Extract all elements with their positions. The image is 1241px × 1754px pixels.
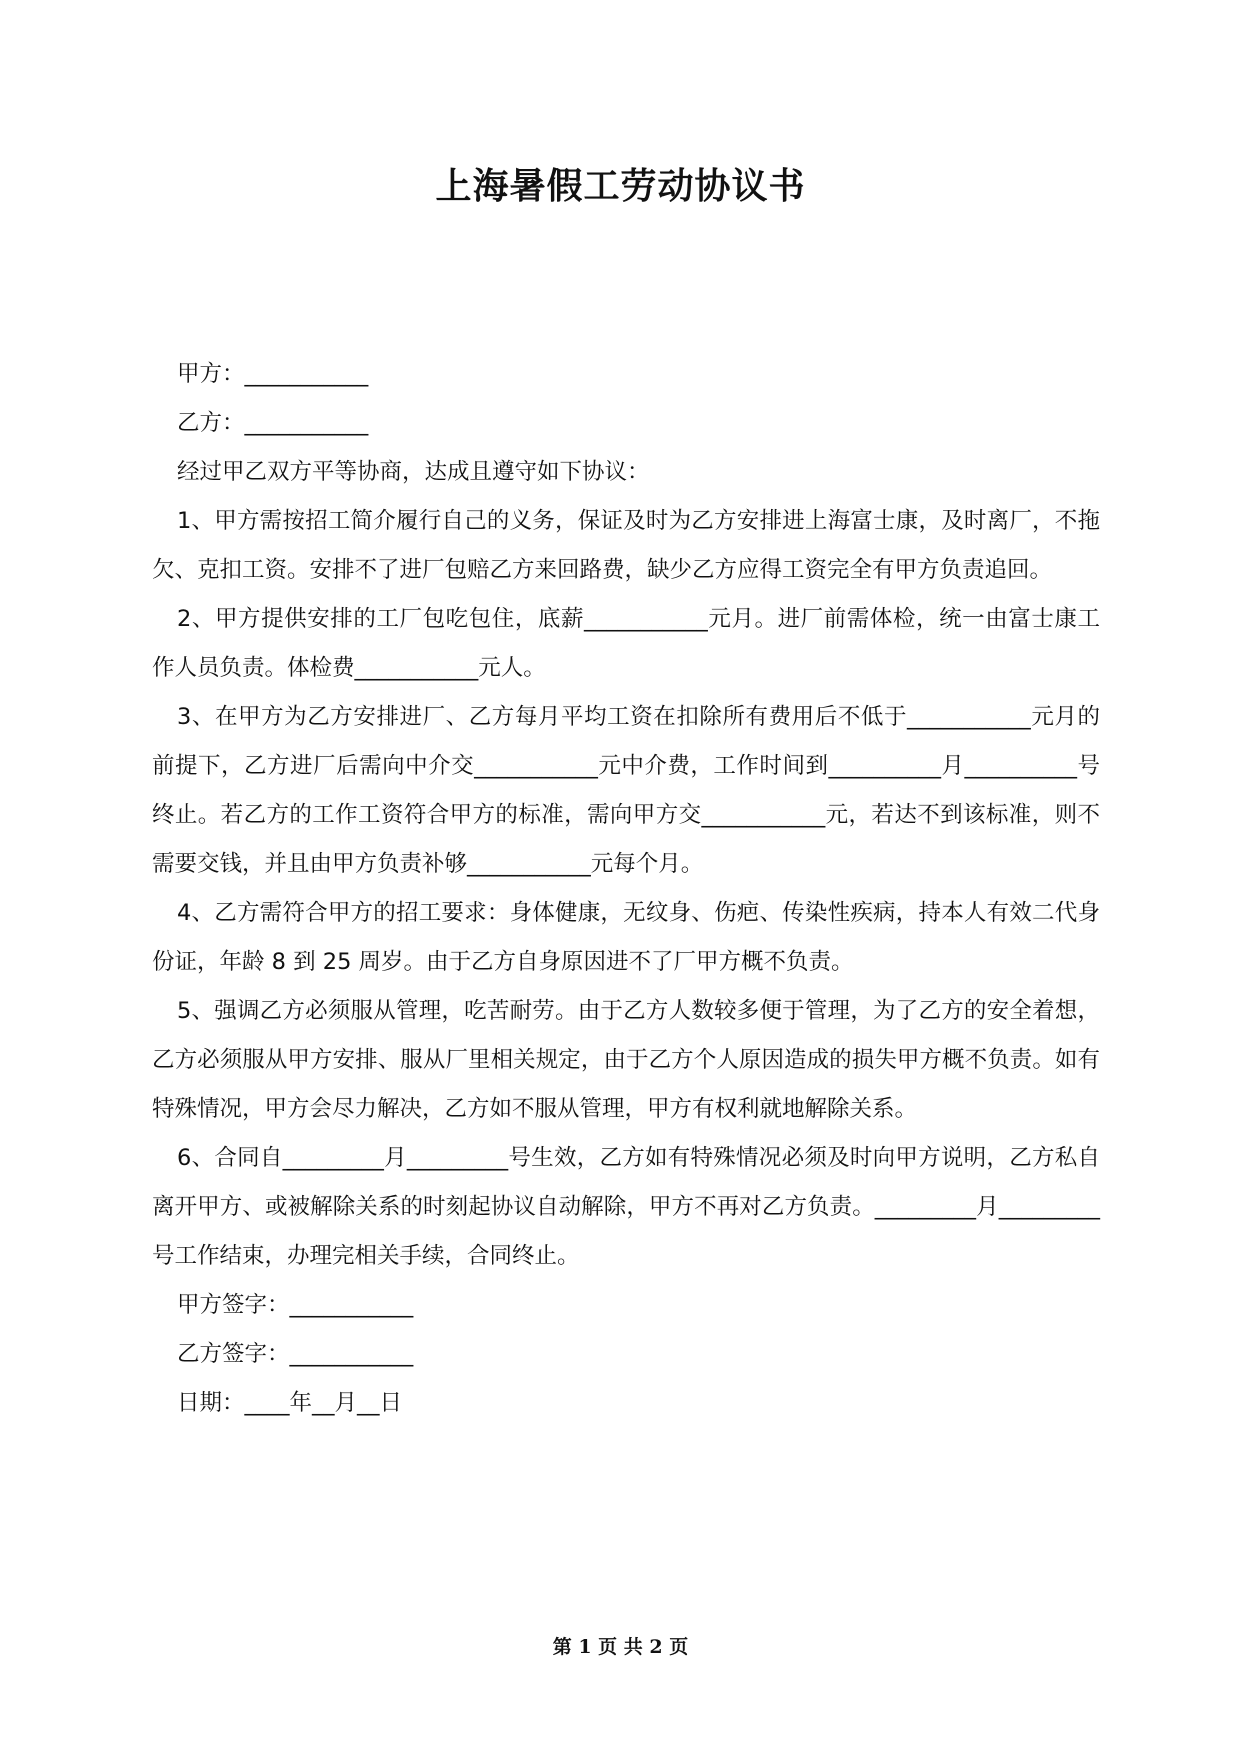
clause-4: 4、乙方需符合甲方的招工要求：身体健康，无纹身、伤疤、传染性疾病，持本人有效二代身份证，年龄 8 到 25 周岁。由于乙方自身原因进不了厂甲方概不负责。 [152, 900, 1100, 975]
intro-paragraph: 经过甲乙双方平等协商，达成且遵守如下协议： [177, 459, 650, 485]
document-title: 上海暑假工劳动协议书 [435, 166, 806, 207]
party-a-signature-line: 甲方签字：___________ [177, 1292, 414, 1318]
party-b-line: 乙方：___________ [177, 410, 369, 436]
page-number-footer: 第 1 页 共 2 页 [552, 1636, 689, 1658]
document-body [152, 350, 1100, 1428]
party-a-line: 甲方：___________ [177, 361, 369, 387]
party-b-signature-line: 乙方签字：___________ [177, 1341, 414, 1367]
clause-5: 5、强调乙方必须服从管理，吃苦耐劳。由于乙方人数较多便于管理，为了乙方的安全着想，乙方必须服从甲方安排、服从厂里相关规定，由于乙方个人原因造成的损失甲方概不负责。如有特殊情况，甲方会尽力解决，乙方如不服从管理，甲方有权利就地解除关系。 [152, 998, 1100, 1122]
date-line: 日期：____年__月__日 [177, 1390, 403, 1416]
clause-2: 2、甲方提供安排的工厂包吃包住，底薪___________元月。进厂前需体检，统一由富士康工作人员负责。体检费___________元人。 [152, 606, 1100, 681]
clause-6: 6、合同自_________月_________号生效，乙方如有特殊情况必须及时向甲方说明，乙方私自离开甲方、或被解除关系的时刻起协议自动解除，甲方不再对乙方负责。_________月_________号工作结束，办理完相关手续，合同终止。 [152, 1145, 1100, 1269]
clause-3: 3、在甲方为乙方安排进厂、乙方每月平均工资在扣除所有费用后不低于___________元月的前提下，乙方进厂后需向中介交___________元中介费，工作时间到__________月__________号终止。若乙方的工作工资符合甲方的标准，需向甲方交___________元，若达不到该标准，则不需要交钱，并且由甲方负责补够___________元每个月。 [152, 704, 1100, 877]
clause-1: 1、甲方需按招工简介履行自己的义务，保证及时为乙方安排进上海富士康，及时离厂，不拖欠、克扣工资。安排不了进厂包赔乙方来回路费，缺少乙方应得工资完全有甲方负责追回。 [152, 508, 1100, 583]
